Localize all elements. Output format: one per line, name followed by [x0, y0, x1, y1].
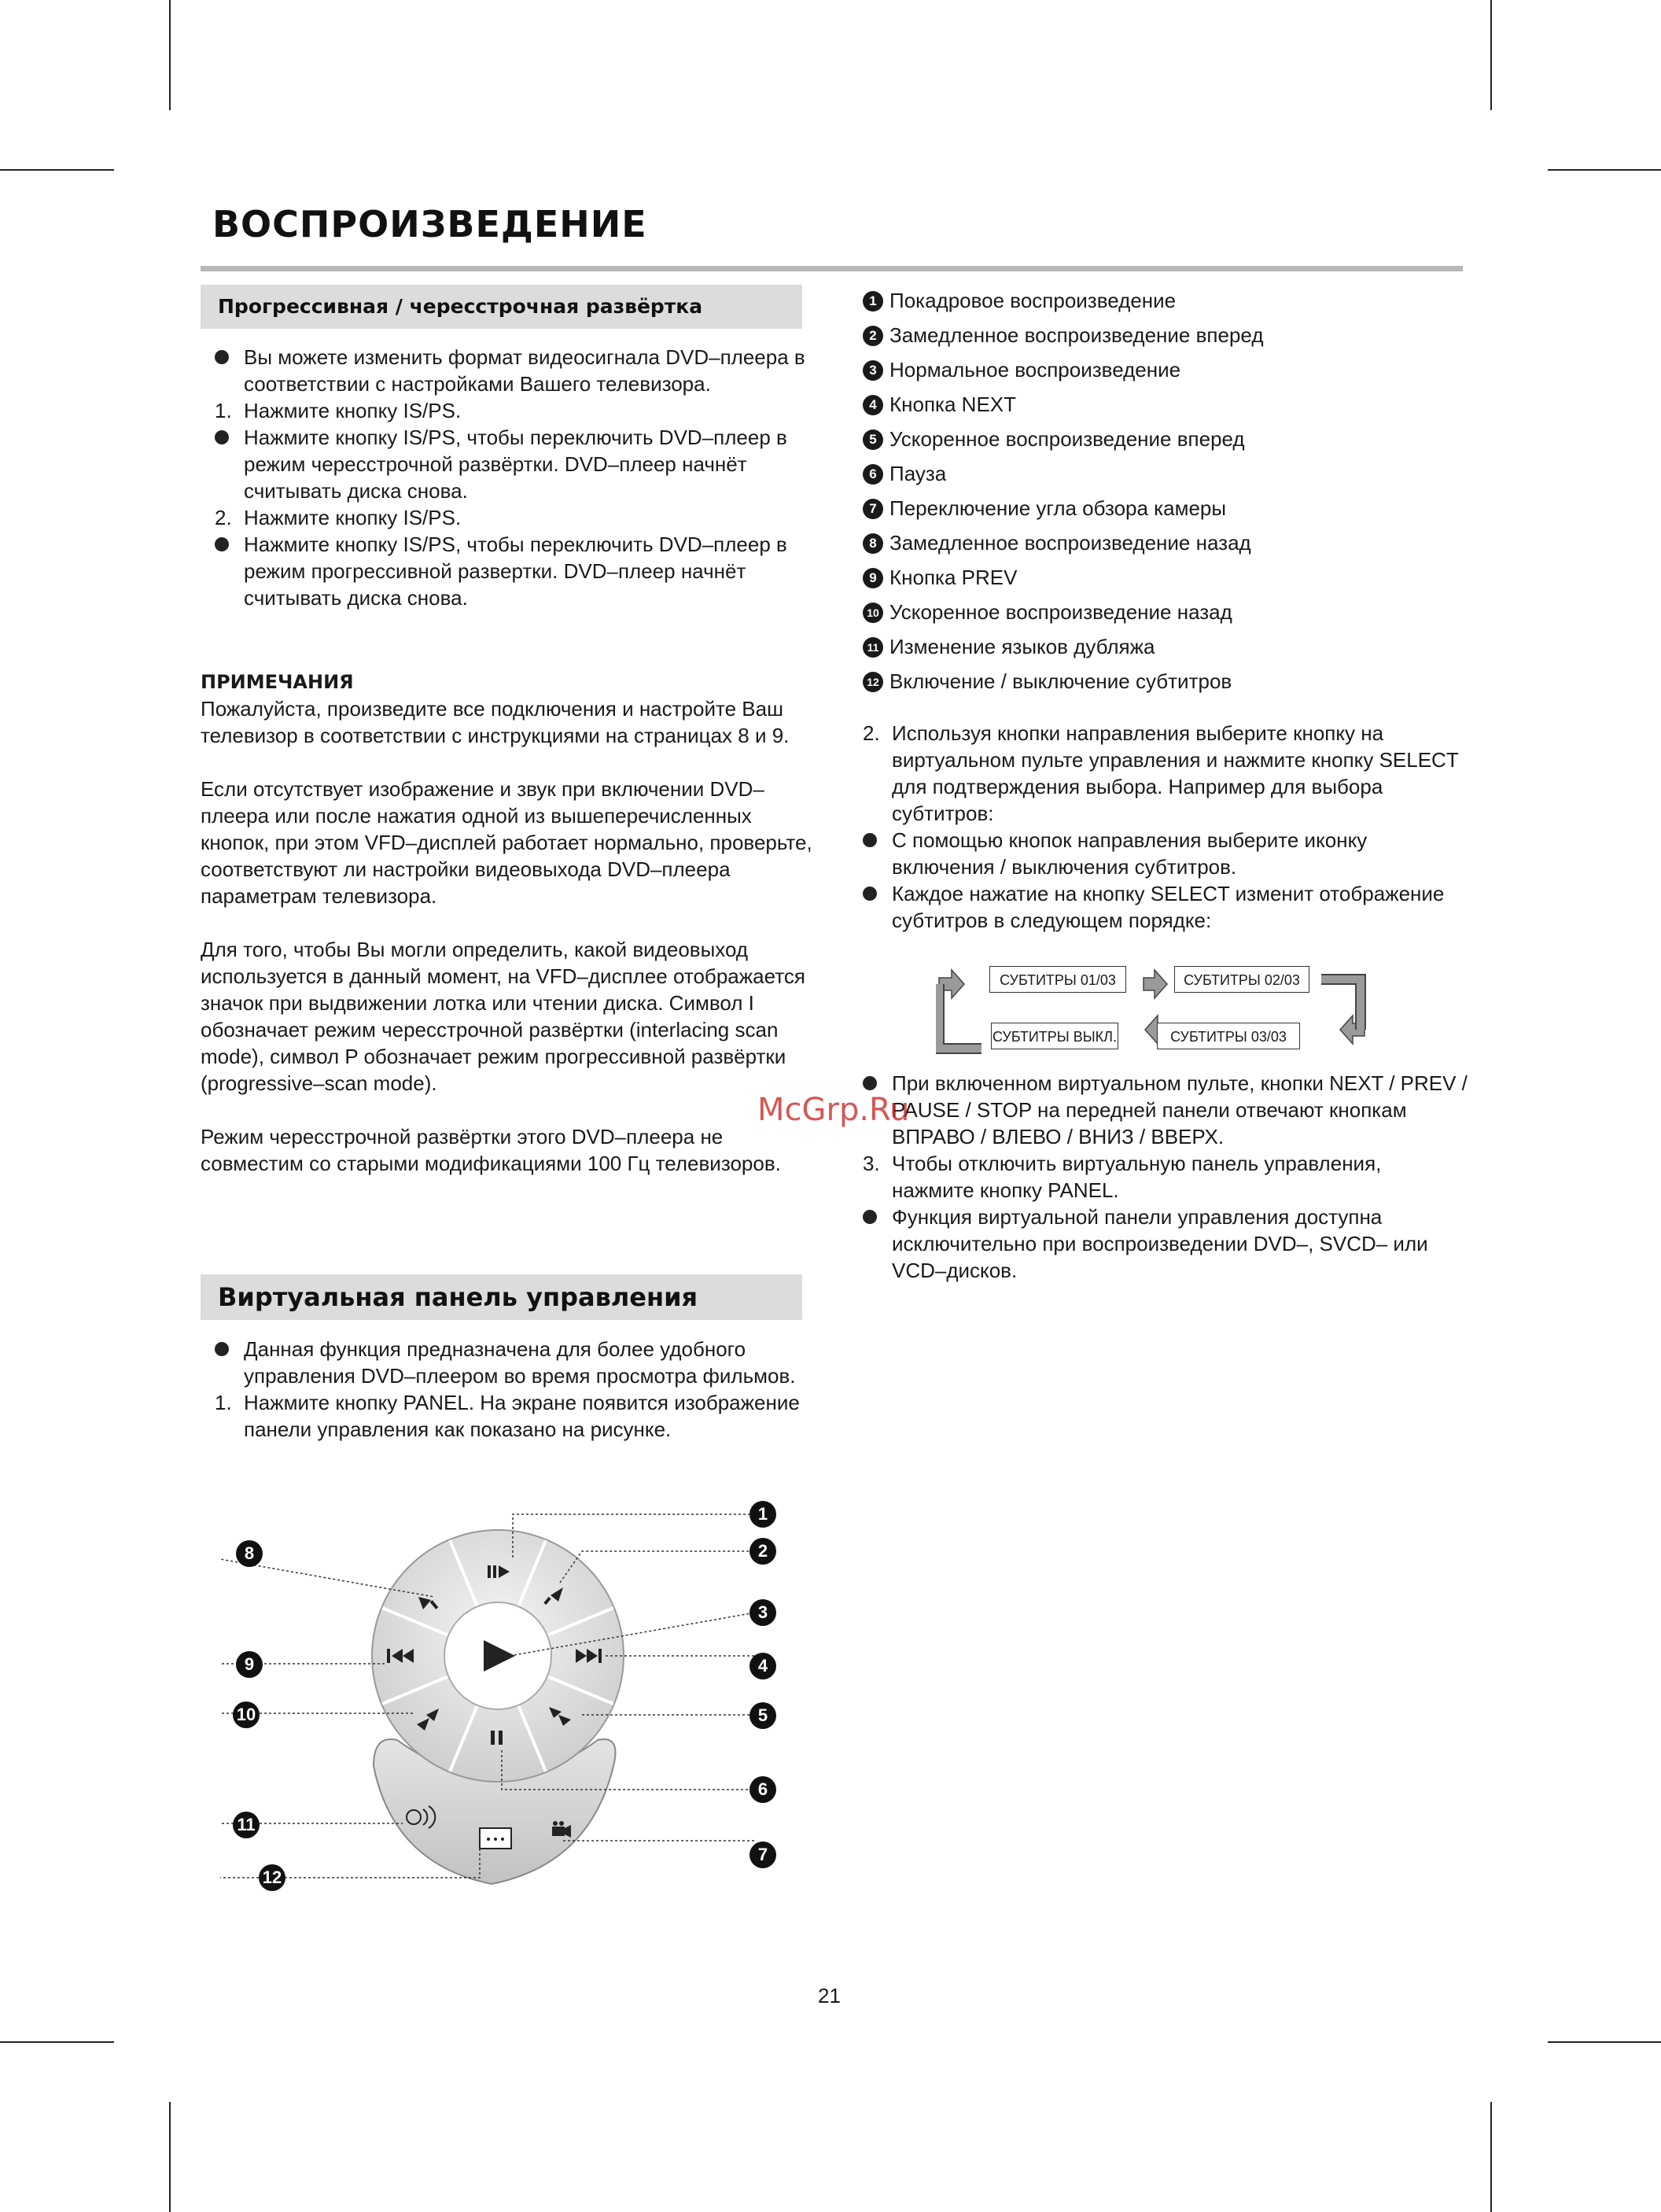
- list-item: 2. Используя кнопки направления выберите кнопку на виртуальном пульте управления и нажмите кнопку SELECT для подтверждения выбора. Например для выбора субтитров:: [863, 721, 1459, 825]
- virtual-panel-steps: [215, 1336, 820, 1443]
- crop-mark: [0, 2041, 114, 2043]
- list-item: 1 Покадровое воспроизведение: [863, 283, 1264, 318]
- progressive-steps: [215, 344, 812, 611]
- list-item: Функция виртуальной панели управления доступна исключительно при воспроизведении DVD–, SVCD– или VCD–дисков.: [863, 1204, 1468, 1284]
- list-item: 12 Включение / выключение субтитров: [863, 664, 1264, 699]
- crop-mark: [0, 169, 114, 171]
- callout-5: 5: [749, 1702, 776, 1729]
- list-item: 8 Замедленное воспроизведение назад: [863, 525, 1264, 560]
- bullet-icon: [215, 537, 229, 551]
- crop-mark: [1490, 2102, 1492, 2212]
- note-paragraph: Пожалуйста, произведите все подключения и настройте Ваш телевизор в соответствии с инструкциями на страницах 8 и 9.: [201, 697, 790, 747]
- subtitle-steps: [863, 720, 1468, 934]
- subtitle-state-box: СУБТИТРЫ 03/03: [1157, 1023, 1300, 1049]
- list-item: 6 Пауза: [863, 456, 1264, 491]
- list-item: 4 Кнопка NEXT: [863, 387, 1264, 422]
- crop-mark: [1548, 169, 1661, 171]
- callout-8: 8: [236, 1540, 263, 1567]
- crop-mark: [169, 0, 171, 110]
- list-item: Нажмите кнопку IS/PS, чтобы переключить DVD–плеер в режим прогрессивной развертки. DVD–плеер начнёт считывать диска снова.: [215, 531, 812, 611]
- list-item: 10 Ускоренное воспроизведение назад: [863, 595, 1264, 629]
- list-item: 11 Изменение языков дубляжа: [863, 629, 1264, 664]
- crop-mark: [1490, 0, 1492, 110]
- bullet-icon: [863, 833, 877, 847]
- list-item: 9 Кнопка PREV: [863, 560, 1264, 595]
- list-item: Каждое нажатие на кнопку SELECT изменит отображение субтитров в следующем порядке:: [863, 880, 1468, 934]
- callout-3: 3: [749, 1599, 776, 1626]
- virtual-panel-notes: [863, 1070, 1468, 1284]
- page-number: 21: [818, 1984, 841, 2007]
- bullet-icon: [863, 1210, 877, 1224]
- subtitle-icon: [480, 1828, 511, 1849]
- bullet-icon: [215, 430, 229, 444]
- list-item: 3. Чтобы отключить виртуальную панель управления, нажмите кнопку PANEL.: [863, 1152, 1382, 1202]
- list-item: 2 Замедленное воспроизведение вперед: [863, 318, 1264, 352]
- list-item: Вы можете изменить формат видеосигнала DVD–плеера в соответствии с настройками Вашего телевизора.: [215, 344, 812, 397]
- list-item: 3 Нормальное воспроизведение: [863, 352, 1264, 387]
- subtitle-state-box: СУБТИТРЫ 01/03: [989, 966, 1126, 993]
- list-item: 1. Нажмите кнопку IS/PS.: [215, 399, 462, 422]
- callout-11: 11: [233, 1812, 260, 1838]
- notes-block: [201, 669, 818, 1177]
- bullet-icon: [215, 1342, 229, 1356]
- subtitle-state-box: СУБТИТРЫ ВЫКЛ.: [991, 1023, 1118, 1049]
- list-item: 1. Нажмите кнопку PANEL. На экране появится изображение панели управления как показано на рисунке.: [215, 1391, 800, 1441]
- list-item: 2. Нажмите кнопку IS/PS.: [215, 506, 462, 529]
- callout-1: 1: [749, 1501, 776, 1528]
- list-item: При включенном виртуальном пульте, кнопки NEXT / PREV / PAUSE / STOP на передней панели отвечают кнопкам ВПРАВО / ВЛЕВО / ВНИЗ / ВВЕРХ.: [863, 1070, 1468, 1150]
- list-item: 7 Переключение угла обзора камеры: [863, 491, 1264, 525]
- note-paragraph: Для того, чтобы Вы могли определить, какой видеовыход используется в данный момент, на VFD–дисплее отображается значок при выдвижении лотка или чтении диска. Символ I обозначает режим чересстрочной развёртки (interlacing scan mode), символ P обозначает режим прогрессивной развёртки (progressive–scan mode).: [201, 938, 805, 1095]
- subtitle-state-box: СУБТИТРЫ 02/03: [1174, 966, 1309, 993]
- notes-heading: ПРИМЕЧАНИЯ: [201, 671, 354, 693]
- callout-7: 7: [749, 1841, 776, 1868]
- list-item: Нажмите кнопку IS/PS, чтобы переключить DVD–плеер в режим чересстрочной развёртки. DVD–плеер начнёт считывать диска снова.: [215, 424, 812, 504]
- function-list: [863, 283, 1264, 699]
- callout-6: 6: [749, 1776, 776, 1803]
- note-paragraph: Режим чересстрочной развёртки этого DVD–плеера не совместим со старыми модификациями 100 Гц телевизоров.: [201, 1125, 781, 1175]
- bullet-icon: [215, 350, 229, 364]
- crop-mark: [169, 2102, 171, 2212]
- callout-4: 4: [749, 1653, 776, 1679]
- page-title: ВОСПРОИЗВЕДЕНИЕ: [212, 203, 647, 245]
- list-item: С помощью кнопок направления выберите иконку включения / выключения субтитров.: [863, 827, 1468, 880]
- list-item: Данная функция предназначена для более удобного управления DVD–плеером во время просмотра фильмов.: [215, 1336, 820, 1389]
- watermark: McGrp.Ru: [757, 1092, 910, 1128]
- bullet-icon: [863, 887, 877, 901]
- virtual-panel-diagram: [220, 1495, 802, 1904]
- list-item: 5 Ускоренное воспроизведение вперед: [863, 422, 1264, 456]
- callout-2: 2: [749, 1538, 776, 1565]
- callout-9: 9: [236, 1651, 263, 1678]
- callout-10: 10: [233, 1701, 260, 1728]
- note-paragraph: Если отсутствует изображение и звук при включении DVD–плеера или после нажатия одной из вышеперечисленных кнопок, при этом VFD–дисплей работает нормально, проверьте, соответствуют ли настройки видеовыхода DVD–плеера параметрам телевизора.: [201, 777, 812, 908]
- bullet-icon: [863, 1076, 877, 1090]
- crop-mark: [1548, 2041, 1661, 2043]
- section-heading-progressive: Прогрессивная / чересстрочная развёртка: [201, 285, 802, 329]
- callout-12: 12: [259, 1864, 285, 1891]
- title-rule: [201, 266, 1463, 271]
- section-heading-virtual-panel: Виртуальная панель управления: [201, 1274, 802, 1320]
